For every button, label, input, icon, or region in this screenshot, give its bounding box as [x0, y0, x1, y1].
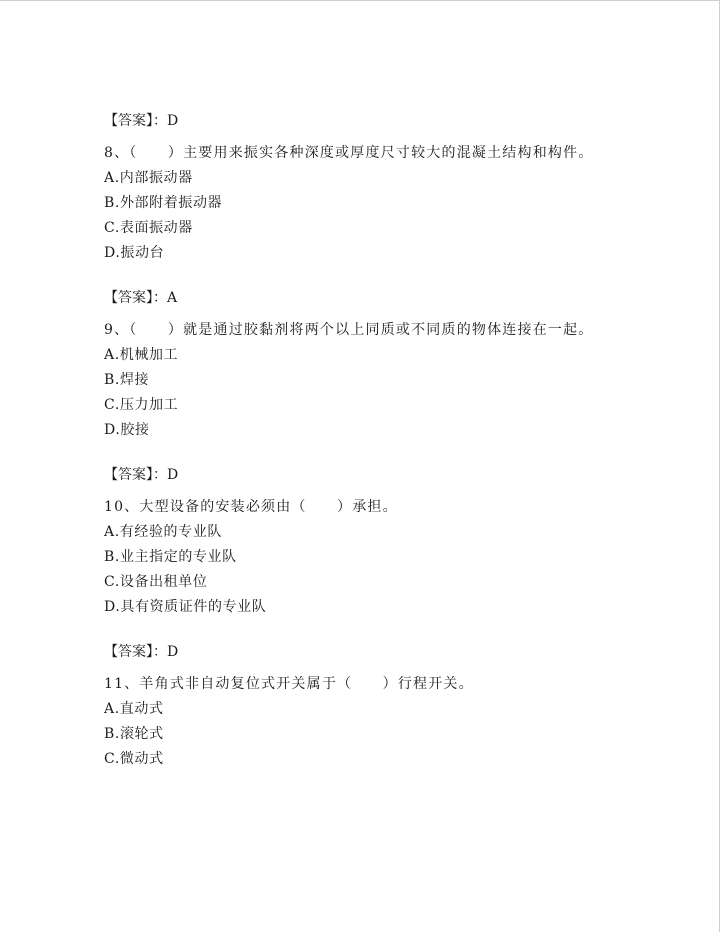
answer-line: 【答案】：A: [104, 290, 178, 306]
option-c: C.设备出租单位: [104, 574, 208, 590]
block-gap: [104, 443, 624, 463]
option-b: B.滚轮式: [104, 726, 164, 742]
question-text: 10、大型设备的安装必须由（ ）承担。: [104, 499, 398, 515]
option-d: D.胶接: [104, 422, 150, 438]
question-text: 9、（ ）就是通过胶黏剂将两个以上同质或不同质的物体连接在一起。: [104, 322, 594, 338]
option-b: B.外部附着振动器: [104, 195, 223, 211]
question-text: 8、（ ）主要用来振实各种深度或厚度尺寸较大的混凝土结构和构件。: [104, 145, 594, 161]
question-block-11: [104, 640, 624, 772]
option-a: A.直动式: [104, 701, 164, 717]
option-a: A.内部振动器: [104, 170, 193, 186]
option-d: D.振动台: [104, 245, 165, 261]
answer-line: 【答案】：D: [104, 467, 179, 483]
option-c: C.微动式: [104, 751, 164, 767]
option-b: B.焊接: [104, 372, 150, 388]
document-content: [104, 109, 624, 772]
question-block-8: [104, 109, 624, 266]
question-block-10: [104, 463, 624, 620]
block-gap: [104, 266, 624, 286]
option-a: A.机械加工: [104, 347, 179, 363]
option-b: B.业主指定的专业队: [104, 549, 237, 565]
option-d: D.具有资质证件的专业队: [104, 599, 267, 615]
question-text: 11、羊角式非自动复位式开关属于（ ）行程开关。: [104, 676, 474, 692]
answer-line: 【答案】：D: [104, 644, 179, 660]
option-c: C.压力加工: [104, 397, 179, 413]
option-a: A.有经验的专业队: [104, 524, 222, 540]
answer-line: 【答案】：D: [104, 113, 179, 129]
option-c: C.表面振动器: [104, 220, 193, 236]
block-gap: [104, 620, 624, 640]
question-block-9: [104, 286, 624, 443]
